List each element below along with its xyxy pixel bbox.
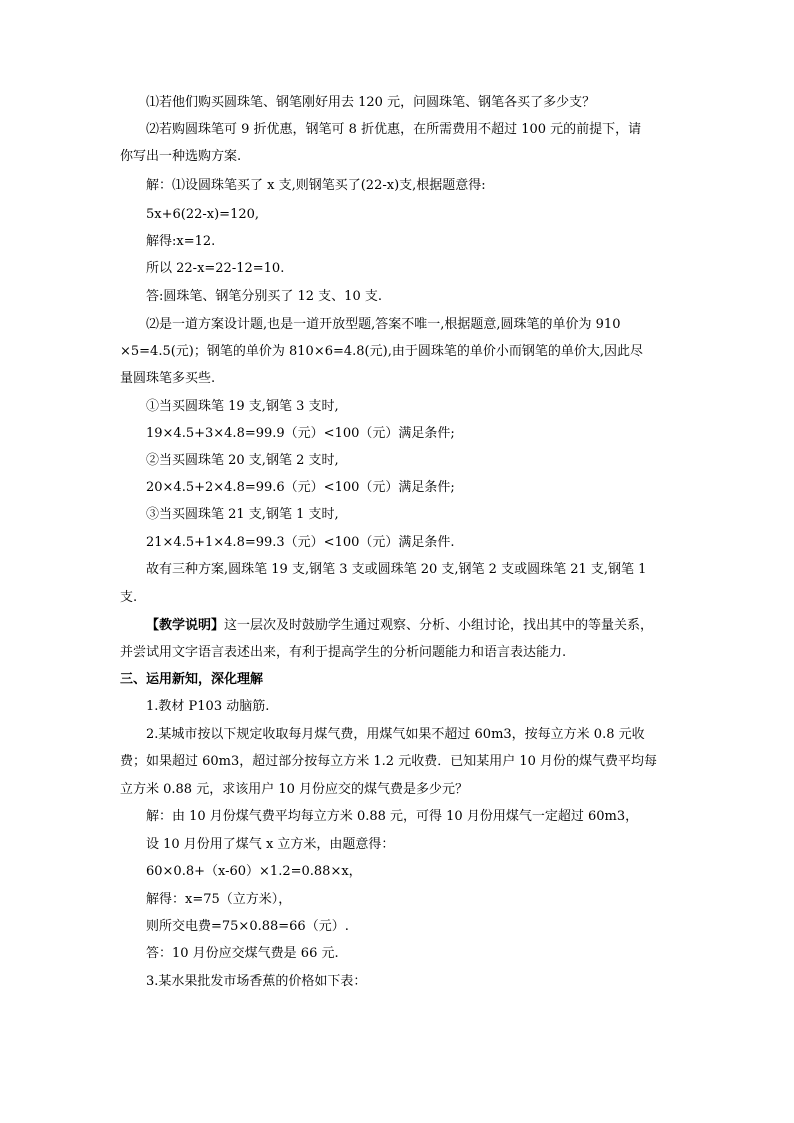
conclusion-line-cont: 支. <box>120 590 138 605</box>
equation-line: 5x+6(22-x)=120, <box>146 207 260 222</box>
question-part-2-cont: 你写出一种选购方案. <box>120 149 242 164</box>
plan-2-calc: 20×4.5+2×4.8=99.6（元）<100（元）满足条件; <box>146 480 455 495</box>
item-2-result: 解得：x=75（立方米）， <box>146 892 292 907</box>
item-2-problem-cont: 费；如果超过 60m3，超过部分按每立方米 1.2 元收费．已知某用户 10 月份的煤气费平均每 <box>120 754 658 769</box>
plan-2-title: ②当买圆珠笔 20 支,钢笔 2 支时, <box>146 453 339 468</box>
plan-1-title: ①当买圆珠笔 19 支,钢笔 3 支时, <box>146 399 339 414</box>
part-2-analysis-cont: ×5=4.5(元)；钢笔的单价为 810×6=4.8(元),由于圆珠笔的单价小而钢笔的单价大,因此尽 <box>120 344 643 359</box>
solution-intro: 解：⑴设圆珠笔买了 x 支,则钢笔买了(22-x)支,根据题意得: <box>146 178 486 193</box>
teaching-note-text: 这一层次及时鼓励学生通过观察、分析、小组讨论，找出其中的等量关系， <box>224 618 654 633</box>
item-3-problem: 3.某水果批发市场香蕉的价格如下表： <box>146 974 367 989</box>
conclusion-line: 故有三种方案,圆珠笔 19 支,钢笔 3 支或圆珠笔 20 支,钢笔 2 支或圆珠笔 21 支,钢笔 1 <box>146 562 647 577</box>
answer-line: 答:圆珠笔、钢笔分别买了 12 支、10 支. <box>146 289 382 304</box>
solution-pens: 所以 22-x=22-12=10. <box>146 261 285 276</box>
plan-3-calc: 21×4.5+1×4.8=99.3（元）<100（元）满足条件. <box>146 535 455 550</box>
part-2-analysis: ⑵是一道方案设计题,也是一道开放型题,答案不唯一,根据题意,圆珠笔的单价为 910 <box>146 317 621 332</box>
teaching-note <box>146 617 653 635</box>
item-2-solution: 解：由 10 月份煤气费平均每立方米 0.88 元，可得 10 月份用煤气一定超过 60m3， <box>146 809 639 824</box>
solution-x: 解得:x=12. <box>146 234 216 249</box>
plan-1-calc: 19×4.5+3×4.8=99.9（元）<100（元）满足条件; <box>146 426 455 441</box>
item-2-fee: 则所交电费=75×0.88=66（元）. <box>146 919 349 934</box>
teaching-note-label: 【教学说明】 <box>146 618 225 633</box>
item-2-problem-end: 立方米 0.88 元，求该用户 10 月份应交的煤气费是多少元？ <box>120 782 469 797</box>
item-2-equation: 60×0.8+（x-60）×1.2=0.88×x， <box>146 864 362 879</box>
question-part-2: ⑵若购圆珠笔可 9 折优惠，钢笔可 8 折优惠，在所需费用不超过 100 元的前提下，请 <box>146 122 642 137</box>
item-1: 1.教材 P103 动脑筋. <box>146 699 270 714</box>
plan-3-title: ③当买圆珠笔 21 支,钢笔 1 支时, <box>146 507 339 522</box>
section-heading: 三、运用新知，深化理解 <box>120 672 264 687</box>
question-part-1: ⑴若他们购买圆珠笔、钢笔刚好用去 120 元，问圆珠笔、钢笔各买了多少支？ <box>146 95 596 110</box>
part-2-analysis-end: 量圆珠笔多买些. <box>120 371 216 386</box>
item-2-problem: 2.某城市按以下规定收取每月煤气费，用煤气如果不超过 60m3，按每立方米 0.8 元收 <box>146 727 645 742</box>
item-2-setup: 设 10 月份用了煤气 x 立方米，由题意得： <box>146 837 395 852</box>
teaching-note-cont: 并尝试用文字语言表述出来，有利于提高学生的分析问题能力和语言表达能力. <box>120 645 567 660</box>
item-2-answer: 答：10 月份应交煤气费是 66 元. <box>146 946 339 961</box>
